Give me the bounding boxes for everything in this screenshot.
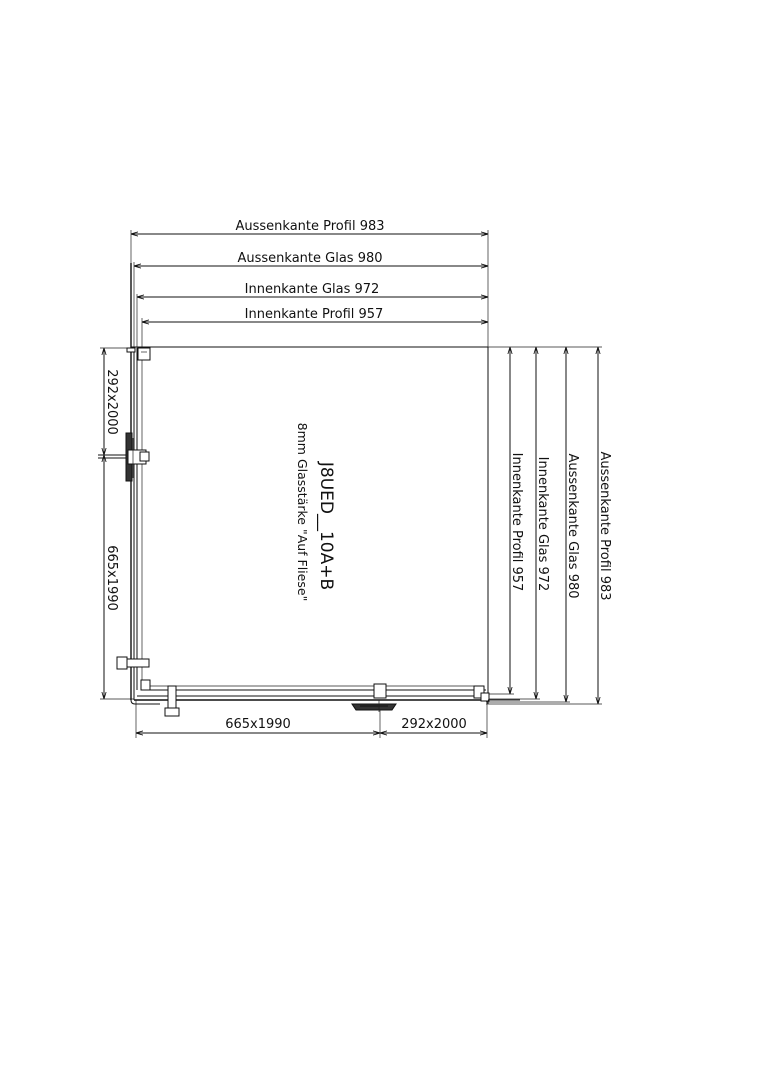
dim-top-outer-glass bbox=[134, 251, 488, 266]
dim-right-outer-glass-label: Aussenkante Glas 980 bbox=[565, 453, 580, 599]
dim-bottom-fixed-panel bbox=[380, 717, 487, 733]
bottom-dimensions bbox=[136, 700, 487, 738]
door-handle-bottom bbox=[352, 684, 396, 712]
dim-top-outer-profile bbox=[131, 219, 488, 234]
dim-bottom-door-panel bbox=[136, 717, 380, 733]
left-dimensions bbox=[100, 348, 134, 699]
dim-top-outer-profile-label: Aussenkante Profil 983 bbox=[235, 219, 385, 234]
dim-right-inner-glass-label: Innenkante Glas 972 bbox=[535, 456, 550, 592]
model-code: J8UED__10A+B bbox=[316, 461, 336, 591]
dim-left-door-panel-label: 665x1990 bbox=[104, 545, 119, 611]
dim-right-inner-glass bbox=[535, 347, 550, 699]
dim-bottom-fixed-panel-label: 292x2000 bbox=[401, 717, 467, 732]
dim-right-outer-profile-label: Aussenkante Profil 983 bbox=[597, 451, 612, 601]
door-handle-left bbox=[98, 433, 149, 481]
dim-right-outer-glass bbox=[565, 347, 580, 702]
model-note: 8mm Glasstärke "Auf Fliese" bbox=[295, 422, 310, 602]
dim-top-outer-glass-label: Aussenkante Glas 980 bbox=[237, 251, 383, 266]
top-dimensions bbox=[131, 219, 488, 348]
dim-bottom-door-panel-label: 665x1990 bbox=[225, 717, 291, 732]
right-dimensions bbox=[486, 347, 612, 704]
dim-right-inner-profile-label: Innenkante Profil 957 bbox=[509, 452, 524, 592]
dim-left-fixed-panel bbox=[104, 348, 119, 455]
dim-right-outer-profile bbox=[597, 347, 612, 704]
dim-top-inner-profile-label: Innenkante Profil 957 bbox=[244, 307, 384, 322]
dim-top-inner-glass-label: Innenkante Glas 972 bbox=[244, 282, 380, 297]
dim-top-inner-glass bbox=[137, 282, 488, 297]
dim-left-fixed-panel-label: 292x2000 bbox=[104, 369, 119, 435]
dim-right-inner-profile bbox=[509, 347, 524, 694]
model-label bbox=[295, 423, 336, 602]
dim-top-inner-profile bbox=[142, 307, 488, 322]
